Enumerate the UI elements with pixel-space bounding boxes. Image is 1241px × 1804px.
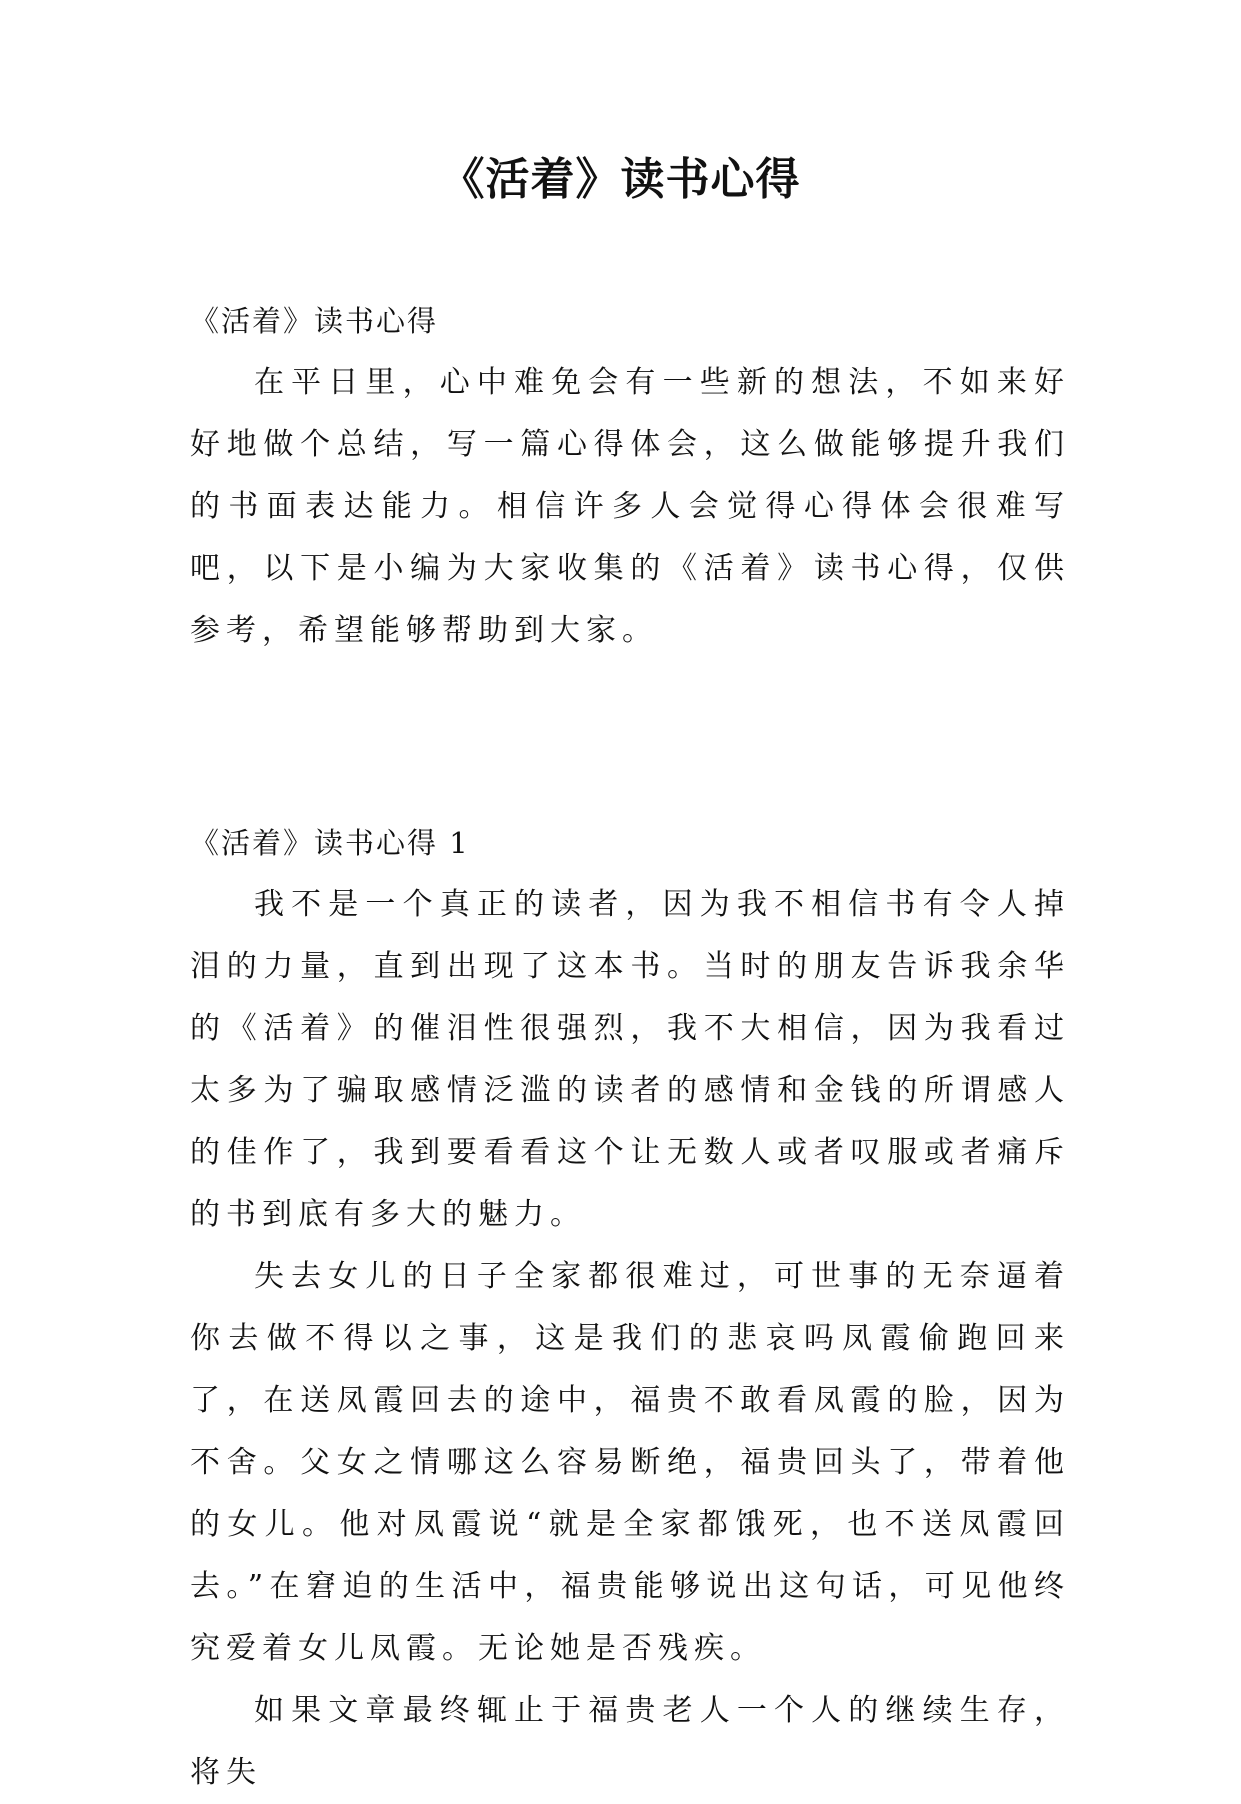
section-1-paragraph-2: 失去女儿的日子全家都很难过，可世事的无奈逼着你去做不得以之事，这是我们的悲哀吗凤霞偷跑回来了，在送凤霞回去的途中，福贵不敢看凤霞的脸，因为不舍。父女之情哪这么容易断绝，福贵回头了，带着他的女儿。他对凤霞说“就是全家都饿死，也不送凤霞回去。”在窘迫的生活中，福贵能够说出这句话，可见他终究爱着女儿凤霞。无论她是否残疾。 xyxy=(190,1259,1070,1666)
intro-paragraph: 在平日里，心中难免会有一些新的想法，不如来好好地做个总结，写一篇心得体会，这么做能够提升我们的书面表达能力。相信许多人会觉得心得体会很难写吧，以下是小编为大家收集的《活着》读书心得，仅供参考，希望能够帮助到大家。 xyxy=(190,365,1070,648)
section-1-paragraph-3: 如果文章最终辄止于福贵老人一个人的继续生存，将失 xyxy=(190,1693,1070,1790)
section-1-paragraph-1: 我不是一个真正的读者，因为我不相信书有令人掉泪的力量，直到出现了这本书。当时的朋友告诉我余华的《活着》的催泪性很强烈，我不大相信，因为我看过太多为了骗取感情泛滥的读者的感情和金钱的所谓感人的佳作了，我到要看看这个让无数人或者叹服或者痛斥的书到底有多大的魅力。 xyxy=(190,887,1070,1232)
section-1-heading: 《活着》读书心得 1 xyxy=(190,826,470,860)
section-spacer xyxy=(190,662,1070,812)
intro-heading: 《活着》读书心得 xyxy=(190,304,439,338)
document-body xyxy=(190,290,1070,1804)
document-title: 《活着》读书心得 xyxy=(440,154,801,205)
